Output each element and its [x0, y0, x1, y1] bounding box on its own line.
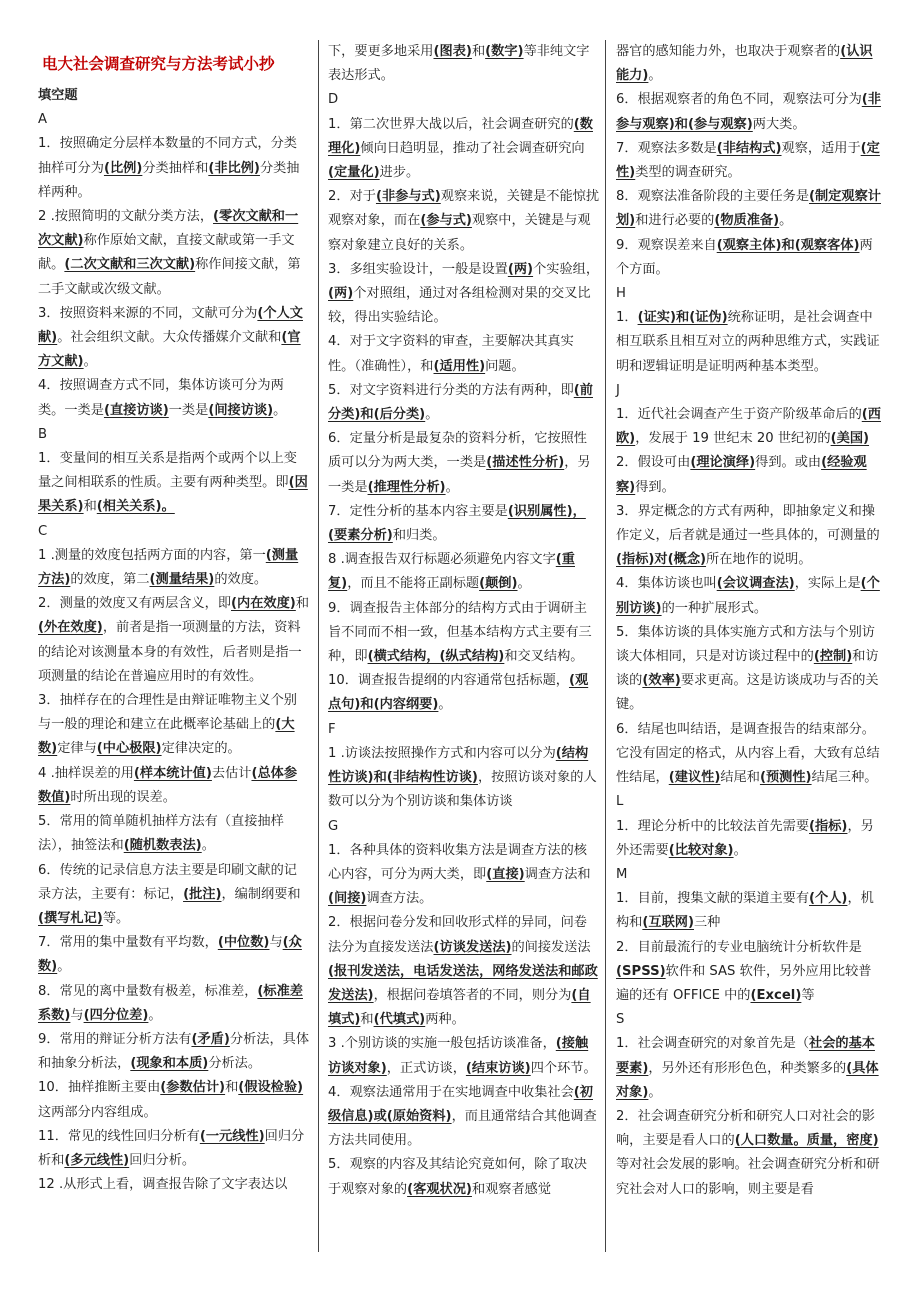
- question-text: ，另一类是: [328, 455, 591, 495]
- document-page: [38, 40, 884, 1252]
- answer-blank: (测量结果): [149, 572, 215, 588]
- answer-blank: (互联网): [642, 915, 694, 931]
- question-text: 结尾三种。: [811, 770, 878, 786]
- answer-blank: (样本统计值): [133, 765, 212, 781]
- answer-blank: (二次文献和三次文献): [64, 257, 196, 273]
- question-text: 软件和 SAS 软件，另外应用比较普遍的还有 OFFICE 中的: [616, 963, 872, 1003]
- answer-blank: (标准差系数): [38, 983, 303, 1023]
- question-text: 和: [83, 499, 97, 515]
- answer-blank: (比较对象): [668, 842, 734, 858]
- question-text: 的一种扩展形式。: [661, 600, 768, 616]
- question-text: 去估计: [211, 765, 252, 781]
- answer-blank: (测量方法): [38, 547, 299, 588]
- answer-blank: (数字): [485, 44, 524, 59]
- question-text: 器官的感知能力外，也取决于观察者的: [616, 44, 841, 59]
- answer-blank: (参与式): [420, 213, 472, 229]
- question-text: 定律与: [57, 741, 97, 757]
- answer-blank: (物质准备): [714, 213, 780, 229]
- answer-blank: (横式结构，(纵式结构): [367, 649, 505, 665]
- question-text: 调查方法。: [366, 891, 433, 907]
- letter-heading: B: [38, 426, 48, 442]
- answer-blank: (非结构式): [716, 140, 782, 156]
- question-text: 两个方面。: [616, 237, 873, 277]
- question-item: [616, 185, 884, 233]
- question-text: 两大类。: [752, 116, 806, 132]
- answer-blank: (参数估计): [160, 1080, 226, 1096]
- question-text: 与: [269, 935, 283, 951]
- question-text: ，正式访谈，: [386, 1060, 466, 1076]
- question-text: 8．常见的离中量数有极差，标准差，: [38, 983, 258, 999]
- column-divider: [318, 40, 319, 1252]
- answer-blank: (适用性): [433, 358, 486, 374]
- question-text: 这两部分内容组成。: [38, 1104, 157, 1120]
- answer-blank: (四分位差): [83, 1007, 149, 1023]
- question-item: [616, 403, 884, 451]
- question-text: 2．目前最流行的专业电脑统计分析软件是: [616, 939, 862, 955]
- answer-blank: (颠倒): [479, 576, 518, 592]
- answer-blank: (矛盾): [191, 1031, 230, 1047]
- question-text: 调查方法和: [524, 866, 591, 882]
- question-text: 1．按照确定分层样本数量的不同方式，分类抽样可分为: [38, 136, 297, 176]
- question-text: 问题。: [485, 358, 525, 374]
- question-text: 1 .测量的效度包括两方面的内容，第一: [38, 547, 266, 563]
- question-item: [38, 447, 310, 520]
- question-item: [328, 911, 600, 1032]
- answer-blank: (撰写札记): [38, 910, 103, 926]
- question-text: 12 .从形式上看，调查报告除了文字表达以: [38, 1177, 288, 1193]
- question-text: 。: [648, 68, 662, 84]
- question-item: [38, 1076, 310, 1124]
- document-title: 电大社会调查研究与方法考试小抄: [42, 55, 275, 73]
- question-text: 称作间接文献，第二手文献或次级文献。: [38, 257, 301, 297]
- answer-blank: (重复): [328, 552, 575, 592]
- answer-blank: (证实)和(证伪): [637, 310, 728, 326]
- question-text: 。: [273, 402, 287, 418]
- question-item: [616, 234, 884, 282]
- column-1: [38, 40, 310, 1252]
- question-text: 个对照组，通过对各组检测对果的交叉比较，得出实验结论。: [328, 286, 591, 326]
- answer-blank: (间接访谈): [208, 402, 274, 418]
- question-item: [616, 887, 884, 935]
- question-item: [328, 500, 600, 548]
- question-text: 统称证明，是社会调查中相互联系且相互对立的两种思维方式，实践证明和逻辑证明是证明两种基本类型。: [616, 310, 880, 374]
- question-text: 个实验组，: [533, 261, 600, 277]
- question-text: ，而且不能将正副标题: [347, 576, 480, 592]
- question-item: [38, 544, 310, 592]
- question-item: [38, 1173, 310, 1197]
- question-item: [38, 132, 310, 205]
- answer-blank: (指标)对(概念): [616, 552, 707, 568]
- answer-blank: (一元线性): [199, 1128, 265, 1144]
- answer-blank: (经验观察): [616, 455, 867, 495]
- question-item: [328, 669, 600, 717]
- answer-blank: (前分类)和(后分类): [328, 382, 593, 423]
- answer-blank: (SPSS): [616, 963, 666, 979]
- answer-blank: (自填式): [328, 987, 591, 1028]
- question-text: 等。: [102, 910, 130, 926]
- question-text: 所在地作的说明。: [706, 552, 812, 568]
- letter-heading: J: [616, 382, 620, 398]
- question-text: 4．按照调查方式不同，集体访谈可分为两类。一类是: [38, 378, 284, 418]
- answer-blank: (具体对象): [616, 1060, 879, 1100]
- answer-blank: (美国): [830, 431, 870, 447]
- answer-blank: (定性): [616, 140, 880, 181]
- question-text: 三种: [694, 915, 721, 931]
- answer-blank: (个人): [809, 891, 848, 907]
- letter-heading: H: [616, 286, 626, 302]
- answer-blank: (假设检验): [238, 1080, 304, 1096]
- letter-heading: L: [616, 794, 624, 810]
- answer-blank: (中心极限): [96, 741, 162, 757]
- question-text: 7．观察法多数是: [616, 140, 717, 156]
- question-text: 时所出现的误差。: [70, 789, 176, 805]
- question-text: 2．测量的效度又有两层含义，即: [38, 596, 232, 612]
- column-3: [616, 40, 884, 1252]
- question-text: 。: [445, 479, 459, 495]
- question-item: [328, 40, 600, 88]
- question-text: 7．常用的集中量数有平均数，: [38, 935, 218, 951]
- question-item: [328, 330, 600, 378]
- section-heading: 填空题: [38, 88, 78, 103]
- answer-blank: (Excel): [750, 987, 802, 1003]
- answer-blank: (非比例): [208, 160, 260, 176]
- question-text: 分析法。: [208, 1056, 262, 1072]
- answer-blank: (直接): [486, 866, 525, 882]
- question-text: 下，要更多地采用: [328, 44, 434, 59]
- question-text: 两种。: [425, 1012, 465, 1028]
- column-1-body: [38, 108, 310, 1197]
- question-text: 观察中，关键是与观察对象建立良好的关系。: [328, 213, 591, 253]
- question-item: [616, 621, 884, 718]
- question-text: 。: [201, 838, 215, 854]
- question-text: 。: [438, 697, 452, 713]
- question-item: [328, 1081, 600, 1154]
- answer-blank: (中位数): [217, 935, 270, 951]
- question-text: 。: [148, 1007, 162, 1023]
- answer-blank: (推理性分析): [367, 479, 446, 495]
- question-text: 等: [801, 987, 815, 1003]
- answer-blank: (众数): [38, 935, 302, 975]
- question-text: 3．抽样存在的合理性是由辩证唯物主义个别与一般的理论和建立在此概率论基础上的: [38, 693, 297, 733]
- question-text: 和: [225, 1080, 239, 1096]
- question-text: ，编制纲要和: [221, 886, 301, 902]
- answer-blank: (内在效度): [231, 596, 296, 612]
- answer-blank: (制定观察计划): [616, 189, 881, 229]
- question-text: 1．目前，搜集文献的渠道主要有: [616, 891, 810, 907]
- answer-blank: (结构性访谈)和(非结构性访谈): [328, 745, 589, 786]
- question-text: 。: [779, 213, 793, 229]
- question-text: 5．集体访谈的具体实施方式和方法与个别访谈大体相同，只是对访谈过程中的: [616, 624, 875, 665]
- question-text: 9．观察误差来自: [616, 237, 717, 253]
- letter-heading: A: [38, 112, 48, 128]
- letter-heading: C: [38, 523, 48, 539]
- answer-blank: (接触访谈对象): [328, 1036, 589, 1076]
- answer-blank: (直接访谈): [103, 402, 169, 418]
- question-text: 6．结尾也叫结语，是调查报告的结束部分。它没有固定的格式，从内容上看，大致有总结性结尾，: [616, 721, 880, 786]
- answer-blank: (初级信息)或(原始资料): [328, 1084, 593, 1124]
- question-text: 。: [648, 1084, 662, 1100]
- question-text: 等对社会发展的影响。社会调查研究分析和研究社会对人口的影响，则主要是看: [616, 1157, 880, 1197]
- question-text: 与: [70, 1007, 84, 1023]
- question-text: 四个环节。: [530, 1060, 597, 1076]
- question-text: ，另外还需要: [616, 818, 874, 858]
- question-text: 6．定量分析是最复杂的资料分析，它按照性质可以分为两大类，一类是: [328, 431, 587, 471]
- question-text: 。: [517, 576, 531, 592]
- question-text: 倾向日趋明显，推动了社会调查研究向: [360, 140, 585, 156]
- answer-blank: (人口数量。质量，密度): [734, 1133, 879, 1149]
- question-item: [328, 185, 600, 258]
- question-text: 1．: [616, 310, 638, 326]
- question-item: [328, 113, 600, 186]
- question-text: 和归类。: [392, 528, 446, 544]
- question-item: [616, 936, 884, 1009]
- answer-blank: (预测性): [759, 770, 812, 786]
- answer-blank: (外在效度): [38, 620, 103, 636]
- question-text: ，按照访谈对象的人数可以分为个别访谈和集体访谈: [328, 770, 597, 810]
- question-text: 和: [471, 44, 486, 59]
- answer-blank: (数理化): [328, 116, 593, 156]
- question-item: [328, 1153, 600, 1201]
- question-text: 和: [295, 596, 310, 612]
- question-text: 10．调查报告提纲的内容通常包括标题，: [328, 673, 569, 689]
- question-text: ，根据问卷填答者的不同，则分为: [373, 987, 572, 1003]
- answer-blank: (批注): [183, 886, 222, 902]
- question-text: 结尾和: [720, 770, 760, 786]
- question-item: [38, 980, 310, 1028]
- answer-blank: (零次文献和一次文献): [38, 209, 299, 249]
- answer-blank: (比例): [103, 160, 143, 176]
- question-item: [328, 379, 600, 427]
- answer-blank: (相关关系)。: [96, 499, 175, 515]
- question-text: 5．观察的内容及其结论究竟如何，除了取决于观察对象的: [328, 1157, 587, 1197]
- answer-blank: (认识能力): [616, 44, 873, 84]
- question-item: [616, 718, 884, 791]
- answer-blank: (报刊发送法，电话发送法，网络发送法和邮政发送法): [328, 963, 598, 1003]
- question-text: ，而且通常结合其他调查方法共同使用。: [328, 1108, 597, 1149]
- question-text: ，另外还有形形色色，种类繁多的: [648, 1060, 847, 1076]
- question-item: [328, 548, 600, 596]
- question-text: 分析法，具体和抽象分析法，: [38, 1031, 310, 1072]
- answer-blank: (多元线性): [64, 1152, 130, 1168]
- question-text: 的间接发送法: [511, 939, 591, 955]
- question-item: [616, 815, 884, 863]
- question-item: [328, 427, 600, 500]
- answer-blank: (效率): [642, 673, 681, 689]
- question-text: 得到。或由: [755, 455, 822, 471]
- question-text: 3 .个别访谈的实施一般包括访谈准备，: [328, 1036, 556, 1052]
- question-item: [38, 810, 310, 858]
- question-text: 1．变量间的相互关系是指两个或两个以上变量之间相联系的性质。主要有两种类型。即: [38, 451, 297, 491]
- column-3-body: [616, 40, 884, 1202]
- question-text: 6．传统的记录信息方法主要是印刷文献的记录方法，主要有：标记，: [38, 862, 297, 902]
- question-text: 进步。: [379, 165, 420, 181]
- question-text: 称作原始文献，直接文献或第一手文献。: [38, 233, 295, 273]
- question-text: 1．近代社会调查产生于资产阶级革命后的: [616, 407, 862, 423]
- question-item: [38, 689, 310, 762]
- letter-heading: S: [616, 1012, 625, 1028]
- letter-heading: G: [328, 818, 339, 834]
- question-text: 11．常见的线性回归分析有: [38, 1128, 200, 1144]
- question-text: 5．对文字资料进行分类的方法有两种，即: [328, 382, 574, 398]
- answer-blank: (代填式): [373, 1012, 426, 1028]
- question-item: [328, 839, 600, 912]
- question-text: ，实际上是: [794, 576, 861, 592]
- question-item: [328, 258, 600, 331]
- question-item: [616, 1105, 884, 1202]
- question-text: 1．社会调查研究的对象首先是（: [616, 1036, 810, 1052]
- question-text: 。社会组织文献。大众传播媒介文献和: [57, 330, 282, 346]
- question-text: 3．界定概念的方式有两种，即抽象定义和操作定义，后者就是通过一些具体的，可测量的: [616, 503, 880, 544]
- question-text: 要求更高。这是访谈成功与否的关键。: [616, 673, 879, 713]
- question-item: [38, 931, 310, 979]
- answer-blank: (理论演绎): [690, 455, 756, 471]
- question-item: [38, 592, 310, 689]
- question-text: 1．各种具体的资料收集方法是调查方法的核心内容，可分为两大类，即: [328, 842, 587, 882]
- question-text: ，发展于 19 世纪末 20 世纪初的: [635, 431, 831, 447]
- question-text: 。: [57, 959, 71, 975]
- question-text: 9．调查报告主体部分的结构方式由于调研主旨不同而不相一致，但基本结构方式主要有三种，即: [328, 600, 592, 665]
- question-text: 1．第二次世界大战以后，社会调查研究的: [328, 116, 574, 132]
- question-item: [38, 205, 310, 302]
- question-item: [38, 1125, 310, 1173]
- question-text: 的效度。: [214, 572, 268, 588]
- question-item: [616, 306, 884, 379]
- question-item: [38, 302, 310, 375]
- question-text: 和: [360, 1012, 374, 1028]
- answer-blank: (两): [507, 261, 534, 277]
- question-text: 4．对于文字资料的审查，主要解决其真实性。（准确性），和: [328, 334, 574, 374]
- question-text: 8 .调查报告双行标题必须避免内容文字: [328, 552, 556, 568]
- question-item: [616, 572, 884, 620]
- question-text: 回归分析和: [38, 1128, 305, 1168]
- question-text: 2．根据问卷分发和回收形式样的异同，问卷法分为直接发送法: [328, 915, 587, 955]
- answer-blank: (图表): [433, 44, 472, 59]
- question-text: 4．观察法通常用于在实地调查中收集社会: [328, 1084, 574, 1100]
- answer-blank: (间接): [328, 891, 367, 907]
- question-item: [38, 374, 310, 422]
- question-item: [38, 1028, 310, 1076]
- question-text: 9．常用的辩证分析方法有: [38, 1031, 192, 1047]
- question-text: 2．社会调查研究分析和研究人口对社会的影响，主要是看人口的: [616, 1108, 875, 1149]
- question-text: 分类抽样和: [142, 160, 209, 176]
- question-text: 和进行必要的: [635, 213, 715, 229]
- question-text: 10．抽样推断主要由: [38, 1080, 161, 1096]
- question-item: [38, 859, 310, 932]
- question-text: 回归分析。: [129, 1152, 196, 1168]
- question-text: 3．多组实验设计，一般是设置: [328, 261, 508, 277]
- question-text: 的效度，第二: [70, 572, 150, 588]
- question-text: 1．理论分析中的比较法首先需要: [616, 818, 810, 834]
- answer-blank: (观点句)和(内容纲要): [328, 673, 589, 713]
- question-text: 得到。: [635, 479, 675, 495]
- answer-blank: (随机数表法): [123, 838, 202, 854]
- question-text: 8．观察法准备阶段的主要任务是: [616, 189, 810, 205]
- letter-heading: F: [328, 721, 336, 737]
- question-text: 和交叉结构。: [504, 649, 584, 665]
- question-text: ，机构和: [616, 891, 874, 931]
- question-text: ，前者是指一项测量的方法，资料的结论对该测量本身的有效性，后者则是指一项测量的结论在普遍应用时的有效性。: [38, 620, 302, 684]
- column-2: [328, 40, 600, 1252]
- question-text: 观察来说，关键是不能惊扰观察对象，而在: [328, 189, 600, 229]
- question-item: [38, 762, 310, 810]
- answer-blank: (总体参数值): [38, 765, 298, 805]
- answer-blank: (现象和本质): [130, 1056, 209, 1072]
- answer-blank: (非参与式): [375, 189, 441, 205]
- question-text: 观察，适用于: [781, 140, 861, 156]
- question-text: 7．定性分析的基本内容主要是: [328, 503, 508, 519]
- answer-blank: (两): [328, 286, 354, 302]
- question-text: 一类是: [168, 402, 209, 418]
- answer-blank: (会议调查法): [716, 576, 795, 592]
- column-divider: [605, 40, 606, 1252]
- question-text: 6．根据观察者的角色不同，观察法可分为: [616, 92, 862, 108]
- answer-blank: (指标): [809, 818, 848, 834]
- question-text: 4 .抽样误差的用: [38, 765, 134, 781]
- answer-blank: (控制): [813, 649, 853, 665]
- answer-blank: (观察主体)和(观察客体): [716, 237, 860, 253]
- question-item: [616, 451, 884, 499]
- answer-blank: (因果关系): [38, 475, 308, 515]
- letter-heading: D: [328, 92, 339, 108]
- answer-blank: (西欧): [616, 407, 881, 447]
- question-text: 和观察者感觉: [471, 1181, 552, 1197]
- answer-blank: (访谈发送法): [433, 939, 512, 955]
- question-text: 5．常用的简单随机抽样方法有（直接抽样法），抽签法和: [38, 814, 284, 854]
- question-text: 类型的调查研究。: [635, 165, 741, 181]
- answer-blank: (非参与观察)和(参与观察): [616, 92, 881, 132]
- answer-blank: (结束访谈): [465, 1060, 531, 1076]
- question-item: [616, 1032, 884, 1105]
- question-item: [616, 137, 884, 185]
- answer-blank: 社会的基本要素): [616, 1036, 875, 1076]
- answer-blank: (大数): [38, 717, 295, 757]
- question-text: 。: [83, 354, 97, 370]
- question-item: [616, 88, 884, 136]
- answer-blank: (识别属性)，(要素分析): [328, 503, 586, 544]
- question-text: 2．假设可由: [616, 455, 691, 471]
- answer-blank: (建议性): [668, 770, 721, 786]
- letter-heading: M: [616, 866, 628, 882]
- answer-blank: (描述性分析): [486, 455, 565, 471]
- question-item: [328, 742, 600, 815]
- question-item: [616, 40, 884, 88]
- question-item: [616, 500, 884, 573]
- question-item: [328, 597, 600, 670]
- column-2-body: [328, 40, 600, 1202]
- question-item: [328, 1032, 600, 1080]
- answer-blank: (客观状况): [407, 1181, 472, 1197]
- question-text: 。: [425, 407, 439, 423]
- question-text: 等非纯文字表达形式。: [328, 44, 590, 84]
- answer-blank: (个人文献): [38, 305, 303, 346]
- answer-blank: (个别访谈): [616, 576, 880, 616]
- answer-blank: (定量化): [328, 165, 380, 181]
- question-text: 4．集体访谈也叫: [616, 576, 717, 592]
- question-text: 分类抽样两种。: [38, 160, 300, 200]
- question-text: 3．按照资料来源的不同，文献可分为: [38, 305, 258, 321]
- question-text: 和访谈的: [616, 649, 879, 689]
- answer-blank: (官方文献): [38, 330, 301, 370]
- question-text: 。: [733, 842, 747, 858]
- question-text: 定律决定的。: [161, 741, 241, 757]
- question-text: 2．对于: [328, 189, 376, 205]
- question-text: 1 .访谈法按照操作方式和内容可以分为: [328, 745, 556, 761]
- question-text: 2 .按照简明的文献分类方法，: [38, 209, 214, 225]
